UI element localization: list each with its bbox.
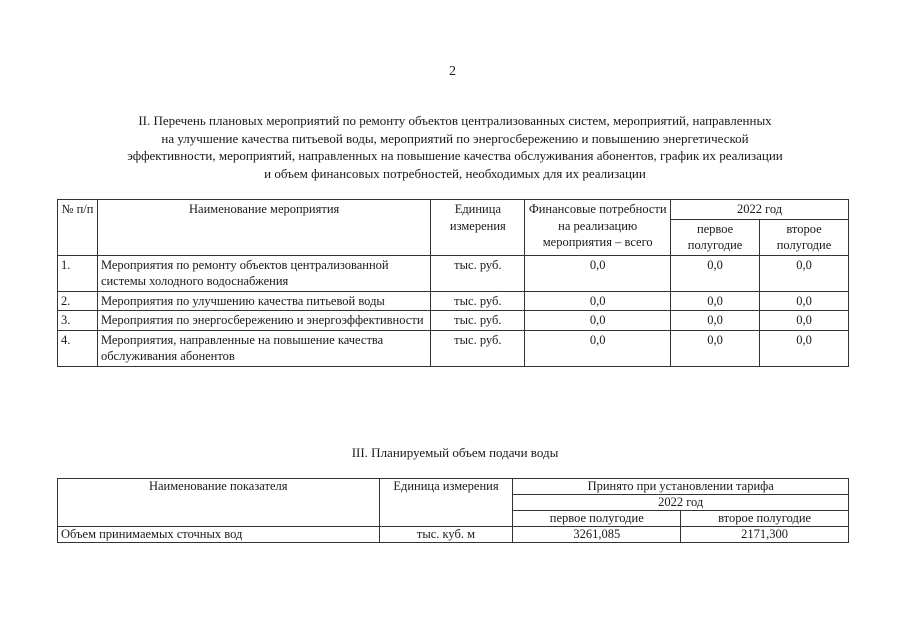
table-row bbox=[58, 330, 849, 366]
section-3-title: III. Планируемый объем подачи воды bbox=[351, 445, 559, 460]
row-half1: 0,0 bbox=[671, 255, 760, 291]
row-num: 1. bbox=[58, 255, 98, 291]
row-num: 4. bbox=[58, 330, 98, 366]
row-half2: 0,0 bbox=[760, 291, 849, 311]
header-num: № п/п bbox=[58, 200, 98, 256]
water-supply-table bbox=[57, 478, 849, 543]
row-half2: 0,0 bbox=[760, 255, 849, 291]
row-half1: 0,0 bbox=[671, 311, 760, 331]
header-measure-name: Наименование мероприятия bbox=[97, 200, 430, 256]
header-finance-total: Финансовые потребности на реализацию мероприятия – всего bbox=[525, 200, 671, 256]
section-2-title bbox=[60, 112, 850, 182]
row-total: 0,0 bbox=[525, 255, 671, 291]
header-half1: первое полугодие bbox=[671, 219, 760, 255]
measures-table bbox=[57, 199, 849, 367]
row-half2: 2171,300 bbox=[681, 527, 849, 543]
header-half2: второе полугодие bbox=[760, 219, 849, 255]
row-name: Мероприятия, направленные на повышение качества обслуживания абонентов bbox=[97, 330, 430, 366]
table-header-row bbox=[58, 200, 849, 220]
row-half2: 0,0 bbox=[760, 311, 849, 331]
row-total: 0,0 bbox=[525, 291, 671, 311]
table-row bbox=[58, 311, 849, 331]
row-total: 0,0 bbox=[525, 311, 671, 331]
row-name: Мероприятия по энергосбережению и энергоэффективности bbox=[97, 311, 430, 331]
header-year: 2022 год bbox=[671, 200, 849, 220]
header-year: 2022 год bbox=[513, 495, 849, 511]
table-header-row bbox=[58, 479, 849, 495]
row-num: 3. bbox=[58, 311, 98, 331]
page-number: 2 bbox=[449, 64, 456, 79]
row-half1: 3261,085 bbox=[513, 527, 681, 543]
header-indicator: Наименование показателя bbox=[58, 479, 380, 527]
row-unit: тыс. руб. bbox=[431, 291, 525, 311]
section-2-title-line: II. Перечень плановых мероприятий по ремонту объектов централизованных систем, мероприятий, направленных bbox=[138, 113, 772, 128]
row-name: Мероприятия по ремонту объектов централизованной системы холодного водоснабжения bbox=[97, 255, 430, 291]
row-name: Мероприятия по улучшению качества питьевой воды bbox=[97, 291, 430, 311]
row-half1: 0,0 bbox=[671, 330, 760, 366]
row-unit: тыс. куб. м bbox=[379, 527, 513, 543]
table-row bbox=[58, 291, 849, 311]
row-half1: 0,0 bbox=[671, 291, 760, 311]
row-total: 0,0 bbox=[525, 330, 671, 366]
table-row bbox=[58, 527, 849, 543]
header-accepted: Принято при установлении тарифа bbox=[513, 479, 849, 495]
section-2-title-line: эффективности, мероприятий, направленных на повышение качества обслуживания абонентов, график их реализации bbox=[127, 148, 783, 163]
row-num: 2. bbox=[58, 291, 98, 311]
table-row bbox=[58, 255, 849, 291]
header-half2: второе полугодие bbox=[681, 511, 849, 527]
section-2-title-line: на улучшение качества питьевой воды, мероприятий по энергосбережению и повышению энергетической bbox=[161, 130, 749, 146]
header-unit: Единица измерения bbox=[379, 479, 513, 527]
row-unit: тыс. руб. bbox=[431, 255, 525, 291]
header-unit: Единица измерения bbox=[431, 200, 525, 256]
row-name: Объем принимаемых сточных вод bbox=[58, 527, 380, 543]
row-unit: тыс. руб. bbox=[431, 330, 525, 366]
row-half2: 0,0 bbox=[760, 330, 849, 366]
section-2-title-line: и объем финансовых потребностей, необходимых для их реализации bbox=[264, 165, 646, 181]
row-unit: тыс. руб. bbox=[431, 311, 525, 331]
header-half1: первое полугодие bbox=[513, 511, 681, 527]
